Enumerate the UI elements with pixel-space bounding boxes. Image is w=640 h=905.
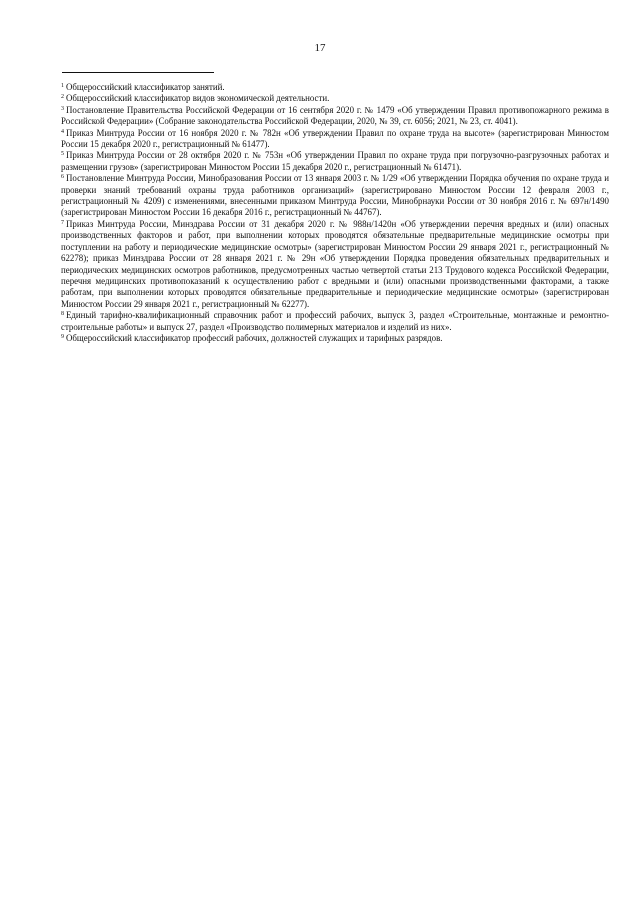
- footnote-mark: 1: [61, 83, 64, 89]
- footnote-5: [61, 150, 609, 173]
- footnotes-list: [61, 82, 609, 344]
- footnote-mark: 6: [61, 174, 64, 181]
- footnote-3: [61, 105, 609, 128]
- footnote-7: [61, 219, 609, 310]
- footnote-4: [61, 128, 609, 151]
- footnote-text: Приказ Минтруда России от 16 ноября 2020 г. № 782н «Об утверждении Правил по охране труда на высоте» (зарегистрирован Минюстом России 15 декабря 2020 г., регистрационный № 61477).: [61, 127, 609, 150]
- footnote-text: Приказ Минтруда России, Минздрава России от 31 декабря 2020 г. № 988н/1420н «Об утверждении перечня вредных и (или) опасных производственных факторов и работ, при выполнении которых проводятся обязательные предварительные медицинские осмотры при поступлении на работу и периодические медицинские осмотры» (зарегистрирован Минюстом России 29 января 2021 г., регистрационный № 62278); приказ Минздрава России от 28 января 2021 г. № 29н «Об утверждении Порядка проведения обязательных предварительных и периодических медицинских осмотров работников, предусмотренных частью четвертой статьи 213 Трудового кодекса Российской Федерации, перечня медицинских противопоказаний к осуществлению работ с вредными и (или) опасными производственными факторами, а также работам, при выполнении которых проводятся обязательные предварительные и периодические медицинские осмотры» (зарегистрирован Минюстом России 29 января 2021 г., регистрационный № 62277).: [61, 218, 609, 309]
- footnote-mark: 5: [61, 151, 64, 158]
- footnote-separator: [62, 72, 214, 73]
- footnote-text: Постановление Минтруда России, Минобразования России от 13 января 2003 г. № 1/29 «Об утверждении Порядка обучения по охране труда и проверки знаний требований охраны труда работников организаций» (зарегистрировано Минюстом России 12 февраля 2003 г., регистрационный № 4209) с изменениями, внесенными приказом Минтруда России, Минобрнауки России от 30 ноября 2016 г. № 697н/1490 (зарегистрирован Минюстом России 16 декабря 2016 г., регистрационный № 44767).: [61, 173, 609, 218]
- footnote-text: Общероссийский классификатор видов экономической деятельности.: [66, 93, 330, 104]
- footnote-text: Общероссийский классификатор занятий.: [66, 82, 225, 92]
- footnote-text: Единый тарифно-квалификационный справочник работ и профессий рабочих, выпуск 3, раздел «Строительные, монтажные и ремонтно-строительные работы» и выпуск 27, раздел «Производство полимерных материалов и изделий из них».: [61, 310, 609, 332]
- footnote-text: Общероссийский классификатор профессий рабочих, должностей служащих и тарифных разрядов.: [66, 332, 443, 343]
- footnote-mark: 8: [61, 311, 64, 318]
- footnote-9: [61, 333, 609, 344]
- footnote-6: [61, 173, 609, 219]
- footnote-mark: 2: [61, 94, 64, 101]
- footnote-text: Постановление Правительства Российской Федерации от 16 сентября 2020 г. № 1479 «Об утверждении Правил противопожарного режима в Российской Федерации» (Собрание законодательства Российской Федерации, 2020, № 39, ст. 6056; 2021, № 23, ст. 4041).: [61, 104, 609, 127]
- footnote-text: Приказ Минтруда России от 28 октября 2020 г. № 753н «Об утверждении Правил по охране труда при погрузочно-разгрузочных работах и размещении грузов» (зарегистрирован Минюстом России 15 декабря 2020 г., регистрационный № 61471).: [61, 150, 609, 172]
- footnote-8: [61, 310, 609, 333]
- footnote-2: [61, 93, 609, 104]
- footnote-mark: 3: [61, 105, 64, 112]
- footnote-mark: 9: [61, 333, 64, 340]
- page-number: 17: [314, 42, 326, 54]
- footnote-mark: 4: [61, 128, 64, 135]
- footnote-mark: 7: [61, 219, 64, 226]
- footnote-1: [61, 82, 609, 93]
